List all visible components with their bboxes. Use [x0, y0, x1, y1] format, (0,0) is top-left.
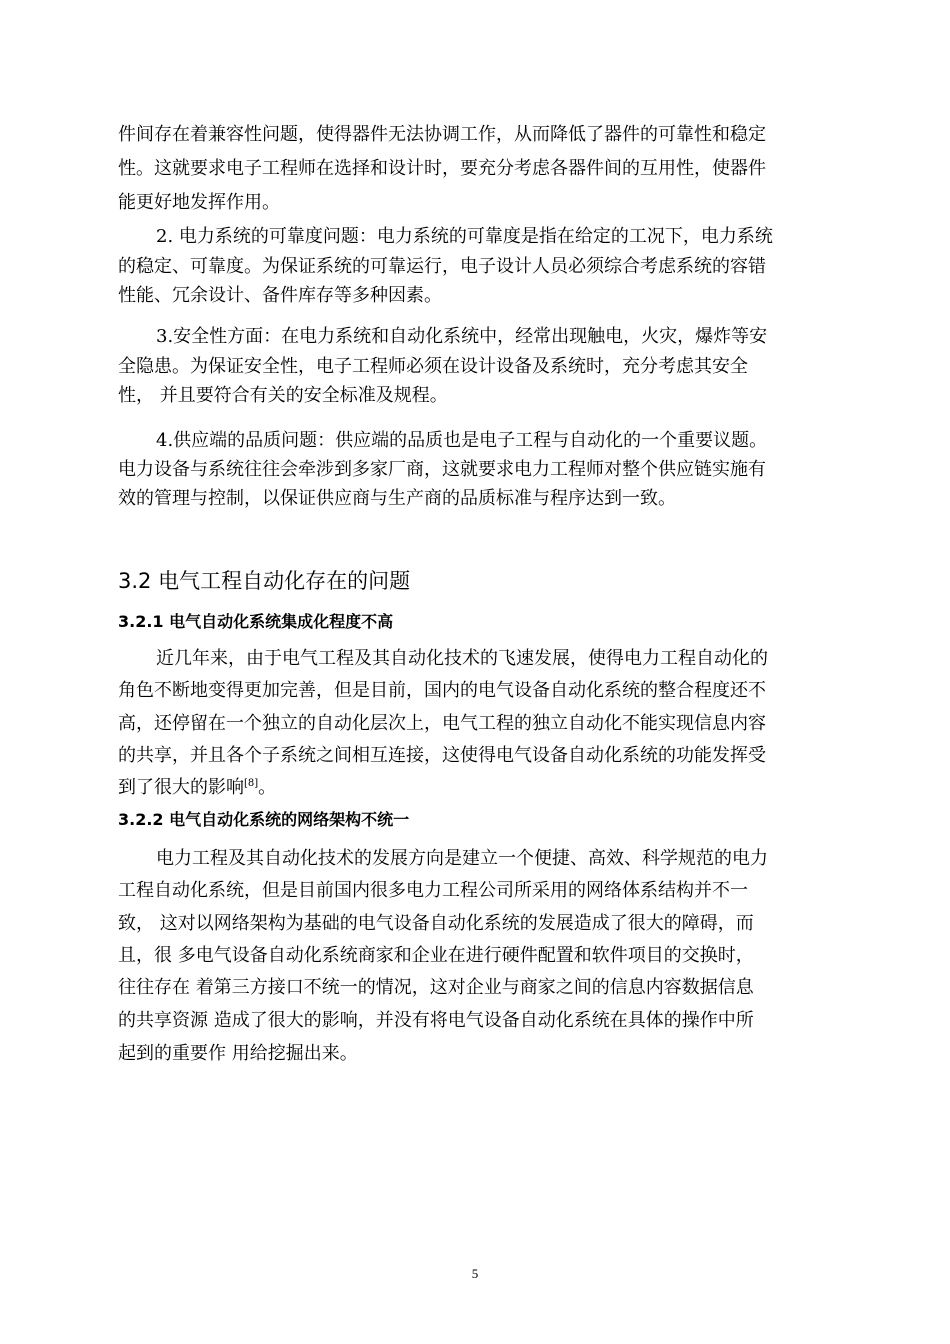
paragraph-text: 到了很大的影响 [118, 777, 244, 798]
paragraph-line: 且，很 多电气设备自动化系统商家和企业在进行硬件配置和软件项目的交换时， [118, 945, 754, 966]
paragraph-line: 致， 这对以网络架构为基础的电气设备自动化系统的发展造成了很大的障碍，而 [118, 913, 754, 934]
list-item-3-line: 全隐患。为保证安全性，电子工程师必须在设计设备及系统时，充分考虑其安全 [118, 356, 748, 377]
paragraph-line: 能更好地发挥作用。 [118, 192, 280, 213]
paragraph-line: 高，还停留在一个独立的自动化层次上，电气工程的独立自动化不能实现信息内容 [118, 713, 766, 734]
page-number: 5 [471, 1266, 479, 1281]
paragraph-last-line [118, 777, 818, 799]
list-item-4-line: 4.供应端的品质问题：供应端的品质也是电子工程与自动化的一个重要议题。 [156, 430, 768, 451]
citation-reference: [8] [244, 778, 259, 789]
paragraph-line: 电力工程及其自动化技术的发展方向是建立一个便捷、高效、科学规范的电力 [156, 848, 768, 869]
list-item-3-line: 性， 并且要符合有关的安全标准及规程。 [118, 385, 448, 406]
subsection-heading-2: 3.2.2 电气自动化系统的网络架构不统一 [118, 810, 410, 829]
paragraph-line: 件间存在着兼容性问题，使得器件无法协调工作，从而降低了器件的可靠性和稳定 [118, 124, 766, 145]
paragraph-line: 起到的重要作 用给挖掘出来。 [118, 1043, 358, 1064]
paragraph-line: 性。这就要求电子工程师在选择和设计时，要充分考虑各器件间的互用性，使器件 [118, 158, 766, 179]
subsection-heading-1: 3.2.1 电气自动化系统集成化程度不高 [118, 612, 394, 631]
section-heading: 3.2 电气工程自动化存在的问题 [118, 569, 411, 593]
paragraph-text: 。 [258, 777, 277, 798]
list-item-2-line: 2. 电力系统的可靠度问题：电力系统的可靠度是指在给定的工况下，电力系统 [156, 226, 773, 247]
list-item-4-line: 效的管理与控制，以保证供应商与生产商的品质标准与程序达到一致。 [118, 488, 676, 509]
list-item-4-line: 电力设备与系统往往会牵涉到多家厂商，这就要求电力工程师对整个供应链实施有 [118, 459, 766, 480]
list-item-2-line: 的稳定、可靠度。为保证系统的可靠运行，电子设计人员必须综合考虑系统的容错 [118, 256, 766, 277]
paragraph-line: 往往存在 着第三方接口不统一的情况，这对企业与商家之间的信息内容数据信息 [118, 977, 754, 998]
paragraph-line: 工程自动化系统，但是目前国内很多电力工程公司所采用的网络体系结构并不一 [118, 880, 748, 901]
list-item-3-line: 3.安全性方面：在电力系统和自动化系统中，经常出现触电，火灾，爆炸等安 [156, 326, 768, 347]
paragraph-line: 角色不断地变得更加完善，但是目前，国内的电气设备自动化系统的整合程度还不 [118, 680, 766, 701]
list-item-2-line: 性能、冗余设计、备件库存等多种因素。 [118, 285, 442, 306]
paragraph-line: 的共享资源 造成了很大的影响，并没有将电气设备自动化系统在具体的操作中所 [118, 1010, 754, 1031]
paragraph-line: 的共享，并且各个子系统之间相互连接，这使得电气设备自动化系统的功能发挥受 [118, 745, 766, 766]
paragraph-line: 近几年来，由于电气工程及其自动化技术的飞速发展，使得电力工程自动化的 [156, 648, 768, 669]
